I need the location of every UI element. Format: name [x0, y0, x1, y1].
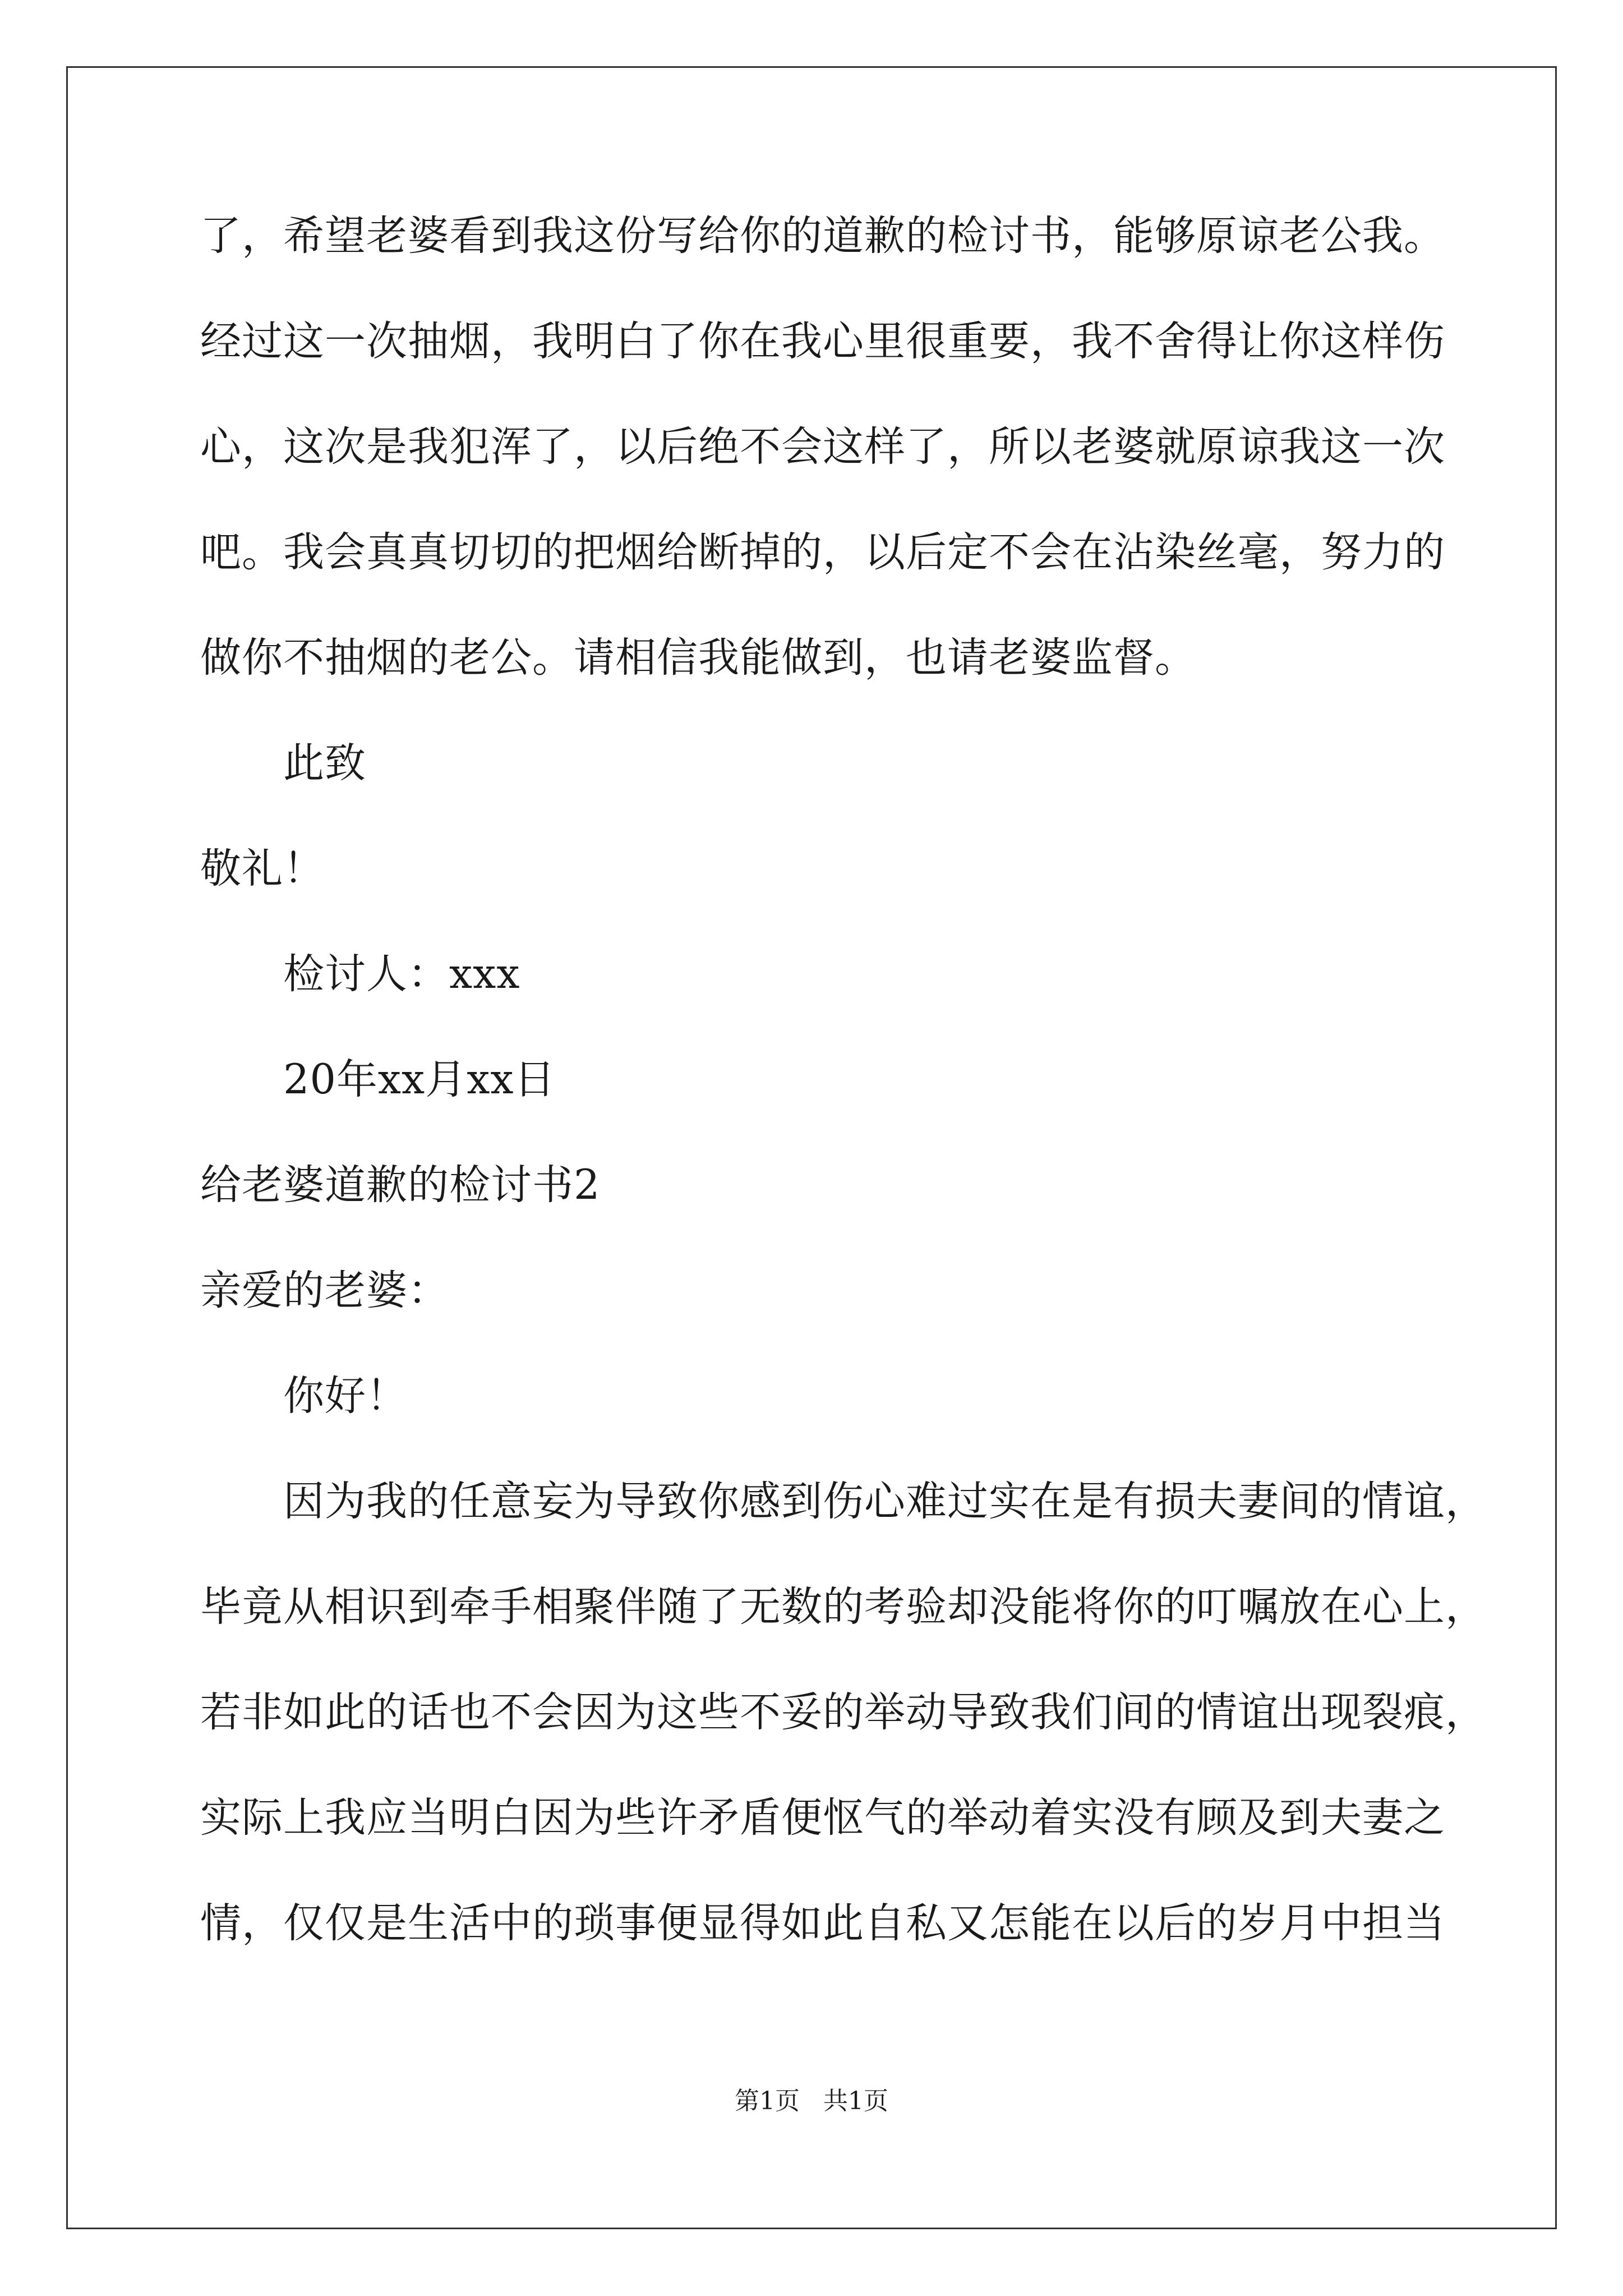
body-line-2: 经过这一次抽烟，我明白了你在我心里很重要，我不舍得让你这样伤	[200, 318, 1445, 365]
body-line-8: 若非如此的话也不会因为这些不妥的举动导致我们间的情谊出现裂痕，	[200, 1688, 1487, 1736]
page-number-total: 共1页	[823, 2087, 888, 2115]
page-number-current: 第1页	[735, 2087, 800, 2115]
salutation: 亲爱的老婆：	[200, 1267, 449, 1314]
signature-line: 检讨人：xxx	[283, 950, 520, 998]
body-line-3: 心，这次是我犯浑了，以后绝不会这样了，所以老婆就原谅我这一次	[200, 423, 1445, 471]
greeting: 你好！	[283, 1372, 408, 1420]
closing-jingli: 敬礼！	[200, 845, 325, 892]
page-footer	[0, 2086, 1623, 2117]
body-line-10: 情，仅仅是生活中的琐事便显得如此自私又怎能在以后的岁月中担当	[200, 1899, 1445, 1947]
body-line-1: 了，希望老婆看到我这份写给你的道歉的检讨书，能够原谅老公我。	[200, 212, 1445, 260]
footer-spacer	[800, 2087, 823, 2115]
body-line-4: 吧。我会真真切切的把烟给断掉的，以后定不会在沾染丝毫，努力的	[200, 528, 1445, 576]
section-title: 给老婆道歉的检讨书2	[200, 1161, 601, 1209]
closing-cizhi: 此致	[283, 739, 366, 787]
date-line: 20年xx月xx日	[283, 1056, 556, 1103]
body-line-7: 毕竟从相识到牵手相聚伴随了无数的考验却没能将你的叮嘱放在心上，	[200, 1583, 1487, 1631]
body-line-6: 因为我的任意妄为导致你感到伤心难过实在是有损夫妻间的情谊，	[283, 1478, 1487, 1525]
body-line-5: 做你不抽烟的老公。请相信我能做到，也请老婆监督。	[200, 634, 1196, 682]
body-line-9: 实际上我应当明白因为些许矛盾便怄气的举动着实没有顾及到夫妻之	[200, 1794, 1445, 1842]
